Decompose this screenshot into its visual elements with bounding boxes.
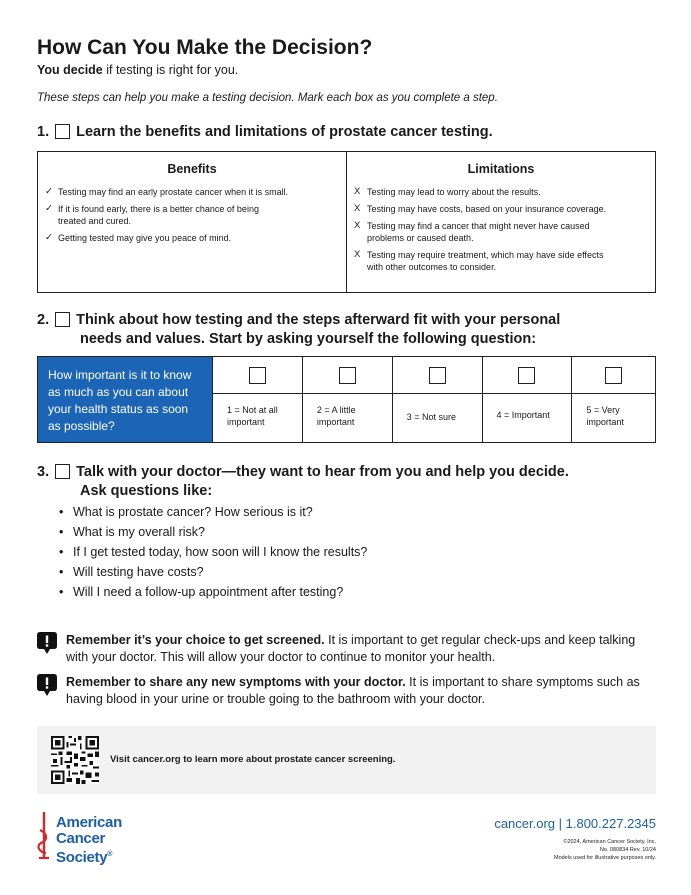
limitation-text: Testing may have costs, based on your insurance coverage. (367, 204, 607, 214)
step2-checkbox[interactable] (55, 312, 70, 327)
step2-text-line1: Think about how testing and the steps afterward fit with your personal (76, 312, 561, 328)
step3-checkbox[interactable] (55, 464, 70, 479)
subtitle (37, 63, 238, 77)
copyright-line: ©2024, American Cancer Society, Inc. (563, 839, 656, 845)
benefits-title: Benefits (167, 162, 217, 176)
limitations-column (346, 152, 655, 292)
benefit-text: Testing may find an early prostate cancer when it is small. (58, 187, 289, 197)
check-icon: ✓ (45, 186, 53, 197)
question-text: Will I need a follow-up appointment after testing? (73, 585, 344, 599)
limitation-text: Testing may lead to worry about the results. (367, 187, 541, 197)
subtitle-bold: You decide (37, 63, 103, 77)
benefit-item (38, 203, 346, 227)
scale-label-3: 3 = Not sure (406, 412, 456, 422)
doctor-question: • What is prostate cancer? How serious is it? (59, 505, 313, 519)
x-icon: X (354, 249, 361, 260)
alert-text: It is important to get regular check-ups and keep talking with your doctor. This will allow your doctor to continue to monitor your health. (66, 633, 636, 664)
alert-icon (37, 674, 57, 696)
alert-icon (37, 632, 57, 654)
logo-line: Cancer (56, 830, 106, 847)
importance-scale (37, 356, 656, 443)
step3-text-line1: Talk with your doctor—they want to hear from you and help you decide. (76, 464, 569, 480)
limitation-text: Testing may find a cancer that might never have caused problems or caused death. (367, 221, 590, 243)
acs-logo-text (56, 815, 122, 866)
acs-sword-logo-icon (36, 810, 52, 862)
logo-line: American (56, 814, 122, 831)
page-title: How Can You Make the Decision? (37, 36, 373, 59)
visit-text[interactable]: Visit cancer.org to learn more about prostate cancer screening. (110, 754, 396, 765)
limitation-item (347, 186, 655, 198)
benefit-text: If it is found early, there is a better chance of being treated and cured. (58, 204, 259, 226)
limitation-item (347, 249, 655, 273)
limitation-item (347, 220, 655, 244)
scale-label-2: 2 = A little important (316, 405, 356, 427)
limitation-item (347, 203, 655, 215)
scale-option-5 (571, 357, 655, 442)
scale-label-1: 1 = Not at all important (227, 405, 278, 427)
question-text: What is prostate cancer? How serious is it? (73, 505, 313, 519)
scale-checkbox-4[interactable] (518, 367, 535, 384)
alert-bold: Remember it’s your choice to get screened. (66, 633, 325, 647)
logo-line: Society (56, 849, 108, 866)
benefit-item (38, 186, 346, 198)
question-text: If I get tested today, how soon will I know the results? (73, 545, 368, 559)
benefit-item (38, 232, 346, 244)
doctor-question: • If I get tested today, how soon will I know the results? (59, 545, 368, 559)
step1-number: 1. (37, 124, 50, 140)
learn-more-bar (37, 726, 656, 794)
x-icon: X (354, 220, 361, 231)
contact-info[interactable]: cancer.org | 1.800.227.2345 (494, 816, 656, 831)
alert-text: It is important to share symptoms such as having blood in your urine or trouble going to the bathroom with your doctor. (66, 675, 640, 706)
scale-checkbox-1[interactable] (249, 367, 266, 384)
check-icon: ✓ (45, 232, 53, 243)
step3-number: 3. (37, 464, 50, 480)
intro-text: These steps can help you make a testing decision. Mark each box as you complete a step. (37, 92, 498, 104)
qr-code-icon[interactable] (51, 736, 99, 784)
question-text: Will testing have costs? (73, 565, 204, 579)
scale-option-1 (212, 357, 302, 442)
scale-label-5: 5 = Very important (586, 405, 624, 427)
step2-text-line2: needs and values. Start by asking yourself the following question: (80, 331, 537, 347)
document-number: No. 080834 Rev. 10/24 (599, 847, 656, 853)
scale-option-3 (392, 357, 482, 442)
alert-symptoms (37, 674, 656, 708)
limitations-title: Limitations (467, 162, 535, 176)
x-icon: X (354, 186, 361, 197)
alert-choice (37, 632, 656, 666)
registered-mark: ® (107, 851, 113, 858)
alert-bold: Remember to share any new symptoms with your doctor. (66, 675, 406, 689)
question-text: What is my overall risk? (73, 525, 205, 539)
subtitle-rest: if testing is right for you. (102, 63, 239, 77)
scale-checkbox-2[interactable] (339, 367, 356, 384)
benefits-column (38, 152, 346, 292)
scale-option-2 (302, 357, 392, 442)
step1-text: Learn the benefits and limitations of prostate cancer testing. (76, 124, 493, 140)
step2-number: 2. (37, 312, 50, 328)
step1-heading (37, 123, 493, 142)
doctor-question: • Will testing have costs? (59, 565, 204, 579)
step3-heading (37, 463, 569, 501)
scale-checkbox-3[interactable] (429, 367, 446, 384)
limitation-text: Testing may require treatment, which may have side effects with other outcomes to consider. (367, 250, 604, 272)
doctor-question: • Will I need a follow-up appointment after testing? (59, 585, 344, 599)
step2-heading (37, 311, 560, 349)
scale-label-4: 4 = Important (496, 410, 550, 420)
check-icon: ✓ (45, 203, 53, 214)
benefit-text: Getting tested may give you peace of mind. (58, 233, 232, 243)
doctor-question: • What is my overall risk? (59, 525, 205, 539)
benefits-limitations-table (37, 151, 656, 293)
legal-text (554, 838, 656, 862)
x-icon: X (354, 203, 361, 214)
step1-checkbox[interactable] (55, 124, 70, 139)
scale-option-4 (482, 357, 572, 442)
disclaimer-line: Models used for illustrative purposes only. (553, 855, 656, 861)
scale-checkbox-5[interactable] (605, 367, 622, 384)
step3-text-line2: Ask questions like: (80, 483, 213, 499)
importance-question: How important is it to know as much as you can about your health status as soon as possible? (38, 357, 212, 442)
